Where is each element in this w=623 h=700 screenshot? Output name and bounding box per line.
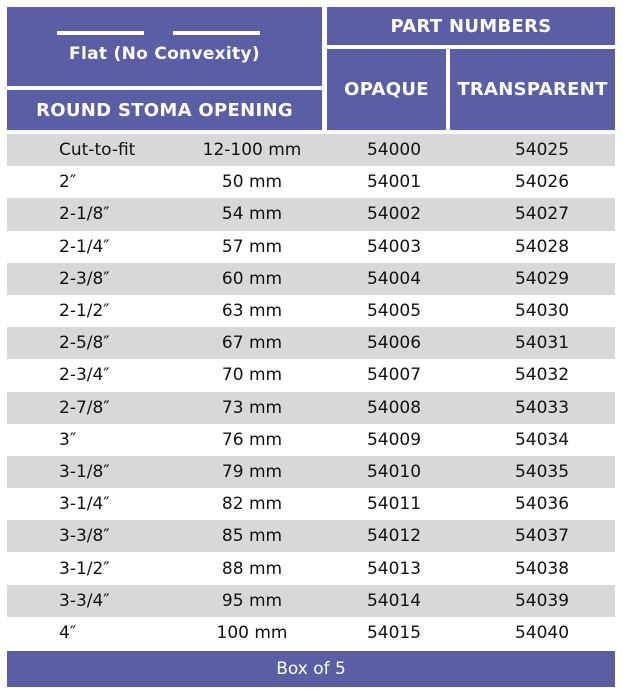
transparent-part-number-cell: 54030 bbox=[514, 301, 570, 322]
transparent-part-number-cell: 54029 bbox=[514, 268, 570, 289]
size-inches-cell: 2-3/4″ bbox=[59, 365, 110, 386]
size-mm-cell: 73 mm bbox=[221, 397, 283, 418]
opaque-part-number-cell: 54014 bbox=[366, 590, 422, 611]
table-row bbox=[7, 392, 615, 424]
table-row bbox=[7, 263, 615, 295]
opaque-part-number-cell: 54005 bbox=[366, 301, 422, 322]
transparent-label: TRANSPARENT bbox=[457, 79, 608, 100]
size-inches-cell: Cut-to-fit bbox=[59, 140, 136, 161]
table-row bbox=[7, 617, 615, 649]
footer-label: Box of 5 bbox=[276, 659, 346, 679]
size-inches-cell: 3-1/4″ bbox=[59, 494, 110, 515]
table-row bbox=[7, 520, 615, 552]
size-mm-cell: 63 mm bbox=[221, 301, 283, 322]
opening-label: ROUND STOMA OPENING bbox=[36, 99, 293, 121]
transparent-part-number-cell: 54032 bbox=[514, 365, 570, 386]
opaque-part-number-cell: 54004 bbox=[366, 268, 422, 289]
opaque-part-number-cell: 54008 bbox=[366, 397, 422, 418]
transparent-part-number-cell: 54027 bbox=[514, 204, 570, 225]
opaque-part-number-cell: 54006 bbox=[366, 333, 422, 354]
size-mm-cell: 79 mm bbox=[221, 461, 283, 482]
opaque-part-number-cell: 54012 bbox=[366, 526, 422, 547]
size-mm-cell: 57 mm bbox=[221, 236, 283, 257]
size-inches-cell: 3-3/4″ bbox=[59, 590, 110, 611]
footer-bar bbox=[7, 651, 615, 687]
transparent-part-number-cell: 54038 bbox=[514, 558, 570, 579]
size-mm-cell: 54 mm bbox=[221, 204, 283, 225]
opaque-part-number-cell: 54013 bbox=[366, 558, 422, 579]
transparent-part-number-cell: 54039 bbox=[514, 590, 570, 611]
table-row bbox=[7, 456, 615, 488]
size-mm-cell: 95 mm bbox=[221, 590, 283, 611]
table-row bbox=[7, 424, 615, 456]
size-inches-cell: 4″ bbox=[59, 622, 77, 643]
opaque-part-number-cell: 54007 bbox=[366, 365, 422, 386]
size-mm-cell: 67 mm bbox=[221, 333, 283, 354]
table-row bbox=[7, 134, 615, 166]
size-inches-cell: 3″ bbox=[59, 429, 77, 450]
opaque-part-number-cell: 54011 bbox=[366, 494, 422, 515]
transparent-part-number-cell: 54033 bbox=[514, 397, 570, 418]
opaque-part-number-cell: 54010 bbox=[366, 461, 422, 482]
opaque-part-number-cell: 54015 bbox=[366, 622, 422, 643]
size-mm-cell: 12-100 mm bbox=[202, 140, 302, 161]
table-row bbox=[7, 488, 615, 520]
opaque-part-number-cell: 54000 bbox=[366, 140, 422, 161]
transparent-header-cell bbox=[450, 49, 615, 130]
style-indicator-line-right bbox=[173, 31, 260, 35]
size-inches-cell: 2″ bbox=[59, 172, 77, 193]
opaque-part-number-cell: 54003 bbox=[366, 236, 422, 257]
opaque-part-number-cell: 54009 bbox=[366, 429, 422, 450]
table-row bbox=[7, 327, 615, 359]
table-row bbox=[7, 359, 615, 391]
style-label: Flat (No Convexity) bbox=[69, 43, 260, 64]
transparent-part-number-cell: 54025 bbox=[514, 140, 570, 161]
size-mm-cell: 82 mm bbox=[221, 494, 283, 515]
size-inches-cell: 2-3/8″ bbox=[59, 268, 110, 289]
part-numbers-label: PART NUMBERS bbox=[390, 15, 552, 37]
size-table-body bbox=[7, 134, 615, 649]
style-header-cell bbox=[7, 7, 322, 86]
size-inches-cell: 3-1/8″ bbox=[59, 461, 110, 482]
transparent-part-number-cell: 54028 bbox=[514, 236, 570, 257]
size-mm-cell: 100 mm bbox=[216, 622, 288, 643]
part-numbers-header-cell bbox=[327, 7, 615, 45]
opening-header-cell bbox=[7, 90, 322, 130]
size-inches-cell: 2-7/8″ bbox=[59, 397, 110, 418]
table-row bbox=[7, 231, 615, 263]
opaque-label: OPAQUE bbox=[344, 79, 429, 100]
transparent-part-number-cell: 54034 bbox=[514, 429, 570, 450]
size-inches-cell: 2-1/4″ bbox=[59, 236, 110, 257]
opaque-part-number-cell: 54001 bbox=[366, 172, 422, 193]
table-row bbox=[7, 552, 615, 584]
size-inches-cell: 2-1/8″ bbox=[59, 204, 110, 225]
size-mm-cell: 50 mm bbox=[221, 172, 283, 193]
size-inches-cell: 3-1/2″ bbox=[59, 558, 110, 579]
table-row bbox=[7, 198, 615, 230]
size-mm-cell: 88 mm bbox=[221, 558, 283, 579]
size-mm-cell: 76 mm bbox=[221, 429, 283, 450]
transparent-part-number-cell: 54040 bbox=[514, 622, 570, 643]
table-row bbox=[7, 166, 615, 198]
transparent-part-number-cell: 54037 bbox=[514, 526, 570, 547]
opaque-header-cell bbox=[327, 49, 446, 130]
size-mm-cell: 70 mm bbox=[221, 365, 283, 386]
table-row bbox=[7, 585, 615, 617]
style-indicator-line-left bbox=[57, 31, 144, 35]
size-inches-cell: 3-3/8″ bbox=[59, 526, 110, 547]
opaque-part-number-cell: 54002 bbox=[366, 204, 422, 225]
table-row bbox=[7, 295, 615, 327]
size-mm-cell: 60 mm bbox=[221, 268, 283, 289]
transparent-part-number-cell: 54036 bbox=[514, 494, 570, 515]
size-inches-cell: 2-1/2″ bbox=[59, 301, 110, 322]
transparent-part-number-cell: 54035 bbox=[514, 461, 570, 482]
size-mm-cell: 85 mm bbox=[221, 526, 283, 547]
size-inches-cell: 2-5/8″ bbox=[59, 333, 110, 354]
transparent-part-number-cell: 54031 bbox=[514, 333, 570, 354]
transparent-part-number-cell: 54026 bbox=[514, 172, 570, 193]
